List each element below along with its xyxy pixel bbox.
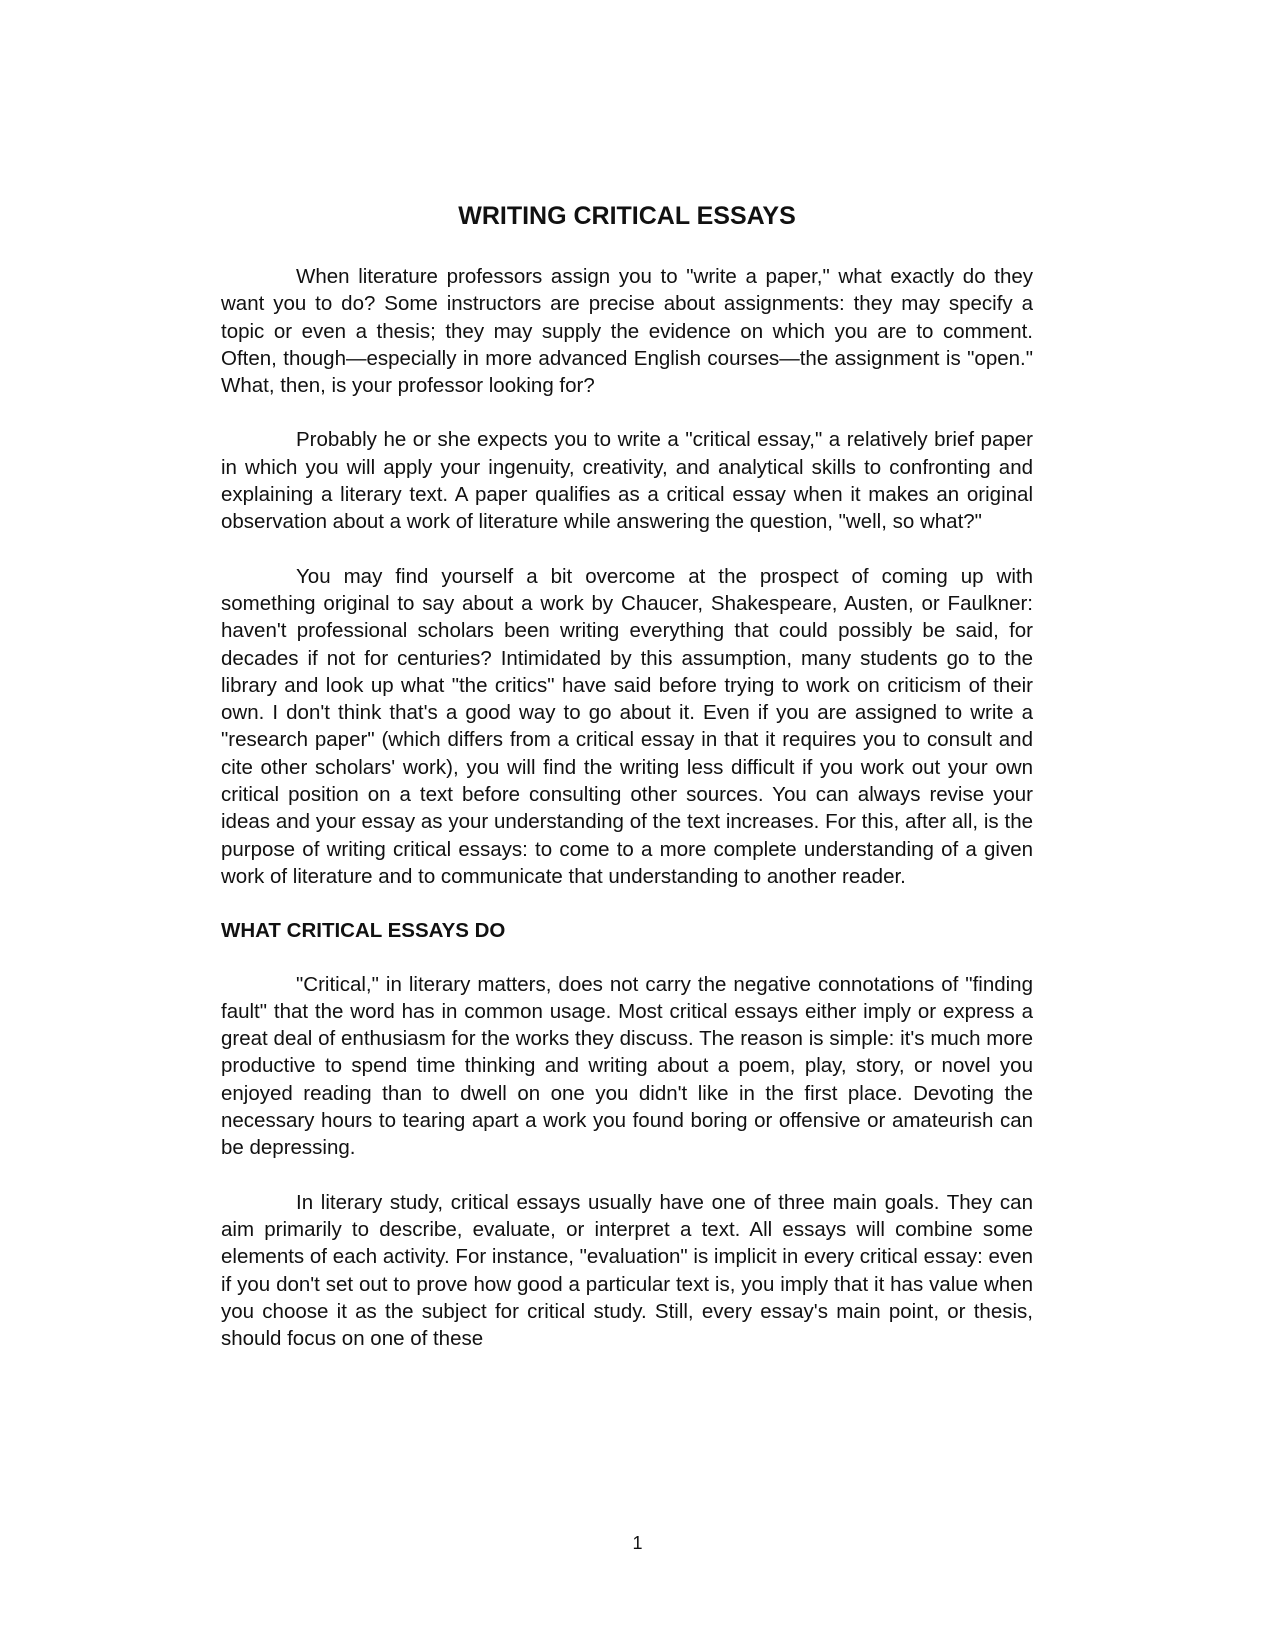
paragraph-section-1: "Critical," in literary matters, does not carry the negative connotations of "finding fault" that the word has in common usage. Most critical essays either imply or express a great deal of enthusiasm for the works they discuss. The reason is simple: it's much more productive to spend time thinking and writing about a poem, play, story, or novel you enjoyed reading than to dwell on one you didn't like in the first place. Devoting the necessary hours to tearing apart a work you found boring or offensive or amateurish can be depressing.	[221, 972, 1033, 1160]
section-heading: WHAT CRITICAL ESSAYS DO	[221, 919, 506, 943]
document-body	[221, 263, 1033, 1379]
page-number: 1	[632, 1533, 643, 1553]
paragraph-section-2: In literary study, critical essays usually have one of three main goals. They can aim primarily to describe, evaluate, or interpret a text. All essays will combine some elements of each activity. For instance, "evaluation" is implicit in every critical essay: even if you don't set out to prove how good a particular text is, you imply that it has value when you choose it as the subject for critical study. Still, every essay's main point, or thesis, should focus on one of these	[221, 1190, 1033, 1351]
page-title: WRITING CRITICAL ESSAYS	[458, 202, 796, 230]
paragraph-intro-2: Probably he or she expects you to write a "critical essay," a relatively brief paper in which you will apply your ingenuity, creativity, and analytical skills to confronting and explaining a literary text. A paper qualifies as a critical essay when it makes an original observation about a work of literature while answering the question, "well, so what?"	[221, 428, 1033, 534]
paragraph-intro-3: You may find yourself a bit overcome at the prospect of coming up with something original to say about a work by Chaucer, Shakespeare, Austen, or Faulkner: haven't professional scholars been writing everything that could possibly be said, for decades if not for centuries? Intimidated by this assumption, many students go to the library and look up what "the critics" have said before trying to work on criticism of their own. I don't think that's a good way to go about it. Even if you are assigned to write a "research paper" (which differs from a critical essay in that it requires you to consult and cite other scholars' work), you will find the writing less difficult if you work out your own critical position on a text before consulting other sources. You can always revise your ideas and your essay as your understanding of the text increases. For this, after all, is the purpose of writing critical essays: to come to a more complete understanding of a given work of literature and to communicate that understanding to another reader.	[221, 564, 1033, 888]
paragraph-intro-1: When literature professors assign you to "write a paper," what exactly do they want you to do? Some instructors are precise about assignments: they may specify a topic or even a thesis; they may supply the evidence on which you are to comment. Often, though—especially in more advanced English courses—the assignment is "open." What, then, is your professor looking for?	[221, 265, 1033, 398]
